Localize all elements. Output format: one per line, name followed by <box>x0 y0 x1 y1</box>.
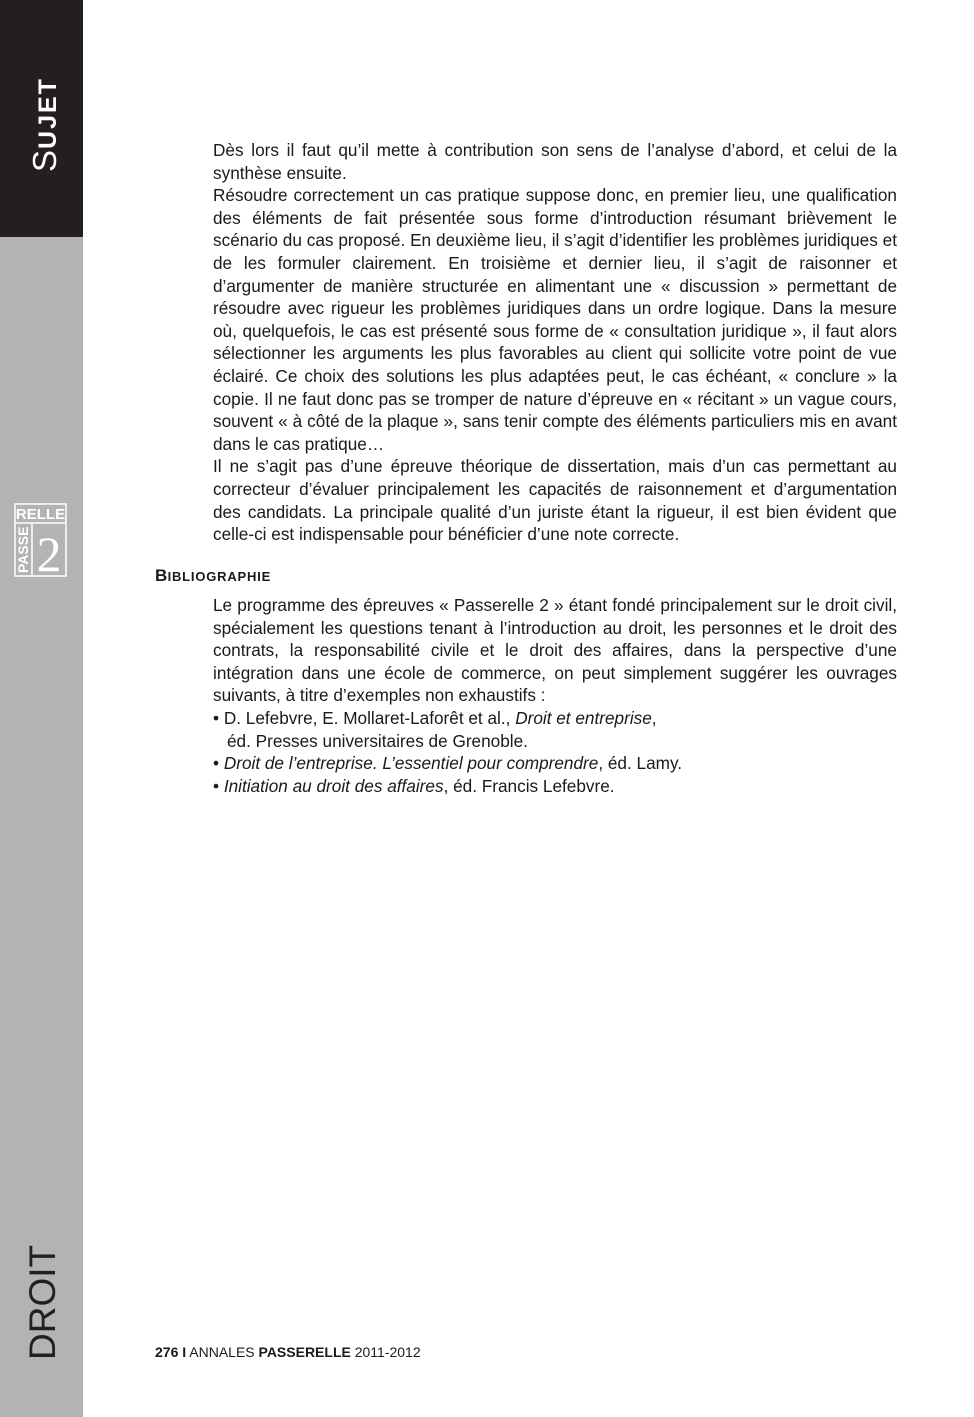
bibliography-heading-rest: IBLIOGRAPHIE <box>167 569 272 584</box>
paragraph: Dès lors il faut qu’il mette à contribution son sens de l’analyse d’abord, et celui de la synthèse ensuite. <box>213 140 897 183</box>
body-text <box>213 139 897 546</box>
logo-digit: 2 <box>36 526 62 577</box>
section-label-rest: UJET <box>34 77 62 149</box>
footer-separator: I <box>182 1344 187 1360</box>
bullet-icon: • <box>213 775 220 796</box>
logo-side-text: PASSE <box>15 526 31 573</box>
item-publisher: éd. Presses universitaires de Grenoble. <box>227 730 528 751</box>
footer-annales: ANNALES <box>189 1344 255 1360</box>
item-title: Droit de l’entreprise. L’essentiel pour comprendre <box>223 753 599 774</box>
domain-label: DROIT <box>22 1244 63 1360</box>
bibliography-heading <box>155 566 271 586</box>
item-authors: D. Lefebvre, E. Mollaret-Laforêt et al., <box>223 707 516 728</box>
bullet-icon: • <box>213 753 220 774</box>
bibliography-item <box>213 752 897 775</box>
logo-top-text: RELLE <box>15 506 66 523</box>
bibliography-list <box>213 707 897 797</box>
paragraph: Il ne s’agit pas d’une épreuve théorique de dissertation, mais d’un cas permettant au correcteur d’évaluer principalement les capacités de raisonnement et d’argumentation des candidats. La principale qualité d’un juriste étant la rigueur, il est bien évident que celle-ci est indispensable pour bénéficier d’une note correcte. <box>213 456 897 545</box>
item-suffix: , <box>651 707 657 728</box>
bullet-icon: • <box>213 707 220 728</box>
passerelle-2-logo <box>14 503 67 577</box>
bibliography-item <box>213 707 897 752</box>
item-title: Initiation au droit des affaires <box>223 775 444 796</box>
sidebar <box>0 0 83 1417</box>
bibliography-section <box>213 594 897 797</box>
item-suffix: , éd. Francis Lefebvre. <box>443 775 615 796</box>
item-suffix: , éd. Lamy. <box>598 753 683 774</box>
bibliography-item <box>213 775 897 798</box>
page-number: 276 <box>155 1344 179 1360</box>
item-title: Droit et entreprise <box>515 707 652 728</box>
footer-years: 2011-2012 <box>354 1344 421 1360</box>
bibliography-heading-initial: B <box>155 566 168 585</box>
section-label <box>26 77 64 172</box>
footer-brand: PASSERELLE <box>258 1344 351 1360</box>
page-footer <box>155 1344 421 1360</box>
paragraph: Résoudre correctement un cas pratique suppose donc, en premier lieu, une qualification des éléments de fait présentée sous forme d’introduction résumant brièvement le scénario du cas proposé. En deuxième lieu, il s’agit d’identifier les problèmes juridiques et de les formuler clairement. En troisième et dernier lieu, il s’agit de raisonner et d’argumenter de manière structurée en alimentant une « discussion » permettant de résoudre avec rigueur les problèmes juridiques dans un ordre logique. Dans la mesure où, quelquefois, le cas est présenté sous forme de « consultation juridique », il faut alors sélectionner les arguments les plus favorables au client qui sollicite votre point de vue éclairé. Ce choix des solutions les plus adaptées peut, le cas échéant, « conclure » la copie. Il ne faut donc pas se tromper de nature d’épreuve en « récitant » un vague cours, souvent « à côté de la plaque », sans tenir compte des éléments particuliers mis en avant dans le cas pratique… <box>213 185 897 454</box>
section-label-initial: S <box>26 148 63 172</box>
bibliography-intro: Le programme des épreuves « Passerelle 2 » étant fondé principalement sur le droit civil, spécialement les questions tenant à l’introduction au droit, les personnes et le droit des contrats, la responsabilité civile et le droit des affaires, dans la perspective d’une intégration dans une école de commerce, on peut simplement suggérer les ouvrages suivants, à titre d’exemples non exhaustifs : <box>213 595 897 706</box>
